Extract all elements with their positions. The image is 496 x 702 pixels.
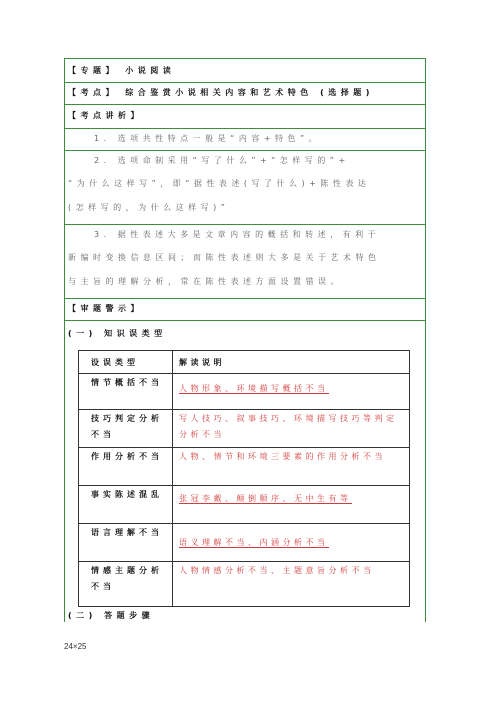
table-row-label: 作用分析不当 bbox=[91, 452, 163, 461]
table-rule bbox=[79, 485, 409, 486]
table-row-label: 事实陈述混乱 bbox=[91, 490, 163, 499]
row-analysis-title bbox=[64, 104, 426, 129]
subheading-error-types: (一) 知识误类型 bbox=[68, 329, 167, 338]
page-footer: 24×25 bbox=[64, 642, 87, 651]
row-p2 bbox=[64, 150, 426, 225]
subheading-steps: (二) 答题步骤 bbox=[68, 611, 155, 620]
row-steps bbox=[64, 610, 426, 622]
table-row-value-text: 语义理解不当、内涵分析不当 bbox=[179, 538, 329, 547]
table-row-value bbox=[179, 535, 403, 551]
table-rule bbox=[79, 447, 409, 448]
paragraph-2-line-2: “为什么这样写”，即“据性表述(写了什么)+陈性表达 bbox=[68, 179, 371, 188]
row-exam-point bbox=[64, 82, 426, 105]
table-row-value: 人物情感分析不当、主题意旨分析不当 bbox=[179, 566, 375, 575]
exam-point-heading: 【考点】 综合鉴赏小说相关内容和艺术特色 (选择题) bbox=[68, 88, 374, 97]
paragraph-2-line-1: 2. 选项命制采用“写了什么”+“怎样写的”+ bbox=[94, 156, 350, 165]
row-p3 bbox=[64, 224, 426, 299]
paragraph-3-line-2: 新编时变换信息区间；而陈性表述则大多是关于艺术特色 bbox=[68, 253, 381, 262]
document-sheet bbox=[64, 58, 426, 622]
paragraph-1 bbox=[94, 133, 321, 145]
row-topic bbox=[64, 58, 426, 83]
table-row-value: 写人技巧、叙事技巧、环境描写技巧等判定分析不当 bbox=[179, 414, 398, 439]
table-header-left: 设误类型 bbox=[91, 358, 139, 367]
table-rule bbox=[79, 373, 409, 374]
topic-heading: 【专题】 小说阅读 bbox=[68, 66, 176, 75]
table-row-value-text: 人物形象、环境描写概括不当 bbox=[179, 384, 329, 393]
paragraph-3-line-3: 与主旨的理解分析，常在陈性表述方面设置错误。 bbox=[68, 277, 343, 286]
row-warning bbox=[64, 298, 426, 321]
table-row-value bbox=[179, 381, 403, 397]
table-row-value bbox=[179, 491, 403, 507]
table-row-value-text: 张冠李戴、颠倒顺序、无中生有等 bbox=[179, 494, 352, 503]
table-header-right: 解读说明 bbox=[179, 358, 225, 367]
paragraph-3-line-1: 3. 据性表述大多是文章内容的概括和转述，有利于 bbox=[94, 230, 381, 239]
table-row-label: 情节概括不当 bbox=[91, 378, 163, 387]
row-p1 bbox=[64, 128, 426, 151]
table-rule bbox=[79, 561, 409, 562]
error-type-table bbox=[78, 350, 410, 607]
warning-heading: 【审题警示】 bbox=[68, 304, 143, 313]
paragraph-1-text: 1. 选项共性特点一般是“内容+特色”。 bbox=[94, 134, 322, 143]
table-row-label: 技巧判定分析不当 bbox=[91, 414, 163, 439]
paragraph-2-line-3: (怎样写的，为什么这样写)” bbox=[68, 203, 230, 212]
table-row-label: 情感主题分析不当 bbox=[91, 566, 163, 591]
table-column-divider bbox=[172, 351, 173, 606]
analysis-heading: 【考点讲析】 bbox=[68, 111, 143, 120]
table-row-label: 语言理解不当 bbox=[91, 528, 163, 537]
table-rule bbox=[79, 409, 409, 410]
table-rule bbox=[79, 523, 409, 524]
table-row-value: 人物、情节和环境三要素的作用分析不当 bbox=[179, 452, 386, 461]
